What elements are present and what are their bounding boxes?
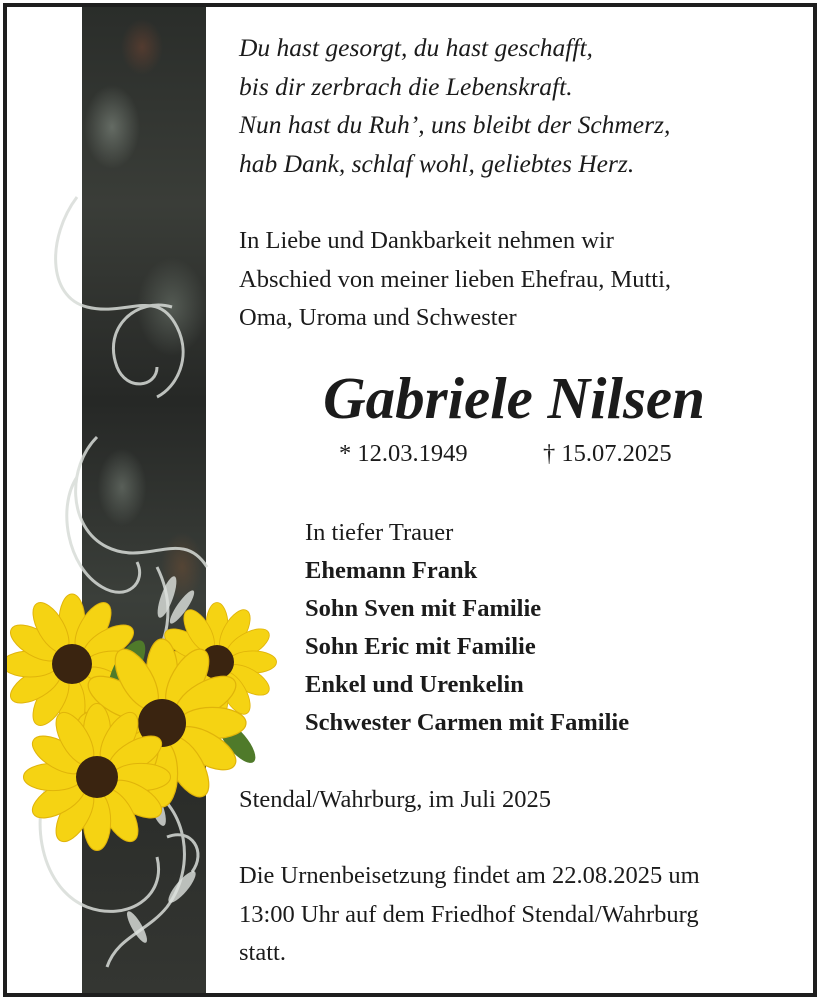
mourner-name: Sohn Sven mit Familie bbox=[305, 595, 542, 622]
poem-line: bis dir zerbrach die Lebenskraft. bbox=[239, 71, 573, 101]
intro-line: Abschied von meiner lieben Ehefrau, Mutti, bbox=[239, 265, 672, 293]
death-date: † 15.07.2025 bbox=[543, 440, 672, 467]
silver-swirl-ornament bbox=[40, 197, 207, 967]
burial-line: Die Urnenbeisetzung findet am 22.08.2025 um bbox=[239, 862, 700, 889]
memorial-poem bbox=[239, 29, 670, 183]
floral-decoration bbox=[7, 7, 277, 993]
mourner-name: Schwester Carmen mit Familie bbox=[305, 709, 630, 736]
deceased-name: Gabriele Nilsen bbox=[323, 365, 705, 431]
mourner-name: Ehemann Frank bbox=[305, 557, 478, 584]
poem-line: Nun hast du Ruh’, uns bleibt der Schmerz, bbox=[239, 110, 671, 139]
birth-date: * 12.03.1949 bbox=[339, 440, 468, 467]
poem-line: Du hast gesorgt, du hast geschafft, bbox=[239, 33, 593, 62]
place-and-date: Stendal/Wahrburg, im Juli 2025 bbox=[239, 786, 551, 813]
burial-line: statt. bbox=[239, 939, 286, 966]
burial-notice bbox=[239, 857, 700, 973]
mourner-name: Sohn Eric mit Familie bbox=[305, 633, 536, 660]
intro-line: In Liebe und Dankbarkeit nehmen wir bbox=[239, 227, 614, 254]
poem-line: hab Dank, schlaf wohl, geliebtes Herz. bbox=[239, 148, 635, 178]
mourners-heading: In tiefer Trauer bbox=[305, 519, 454, 546]
mourner-name: Enkel und Urenkelin bbox=[305, 671, 524, 698]
mourners-list bbox=[305, 514, 629, 742]
burial-line: 13:00 Uhr auf dem Friedhof Stendal/Wahrburg bbox=[239, 900, 699, 928]
obituary-card bbox=[3, 3, 817, 997]
intro-line: Oma, Uroma und Schwester bbox=[239, 304, 517, 331]
farewell-intro bbox=[239, 222, 671, 338]
